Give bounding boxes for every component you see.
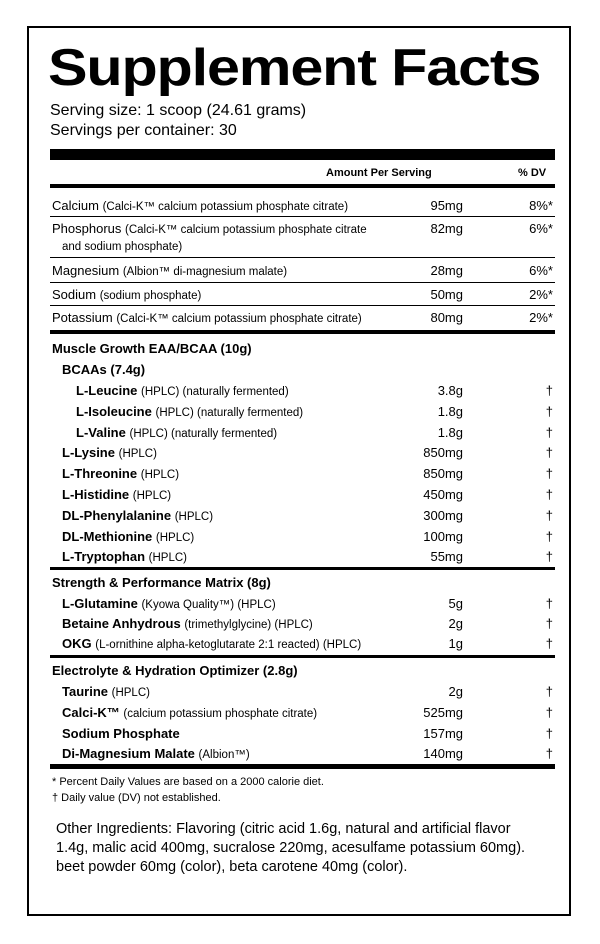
ingredient-name: L-Isoleucine	[76, 404, 152, 419]
section-divider	[50, 655, 555, 658]
ingredient-amount: 850mg	[423, 466, 463, 481]
ingredient-dv: †	[545, 636, 553, 651]
row-divider	[50, 216, 555, 217]
ingredient-name: OKG	[62, 636, 92, 651]
nutrient-detail: and sodium phosphate)	[62, 241, 183, 253]
ingredient-amount: 2g	[448, 684, 463, 699]
ingredient-dv: †	[545, 404, 553, 419]
ingredient-amount: 157mg	[423, 726, 463, 741]
ingredient-name: L-Valine	[76, 425, 126, 440]
ingredient-name: Calci-K™	[62, 705, 120, 720]
ingredient-dv: †	[545, 596, 553, 611]
nutrient-detail: (Calci-K™ calcium potassium phosphate citrate)	[102, 201, 349, 213]
ingredient-amount: 1.8g	[437, 425, 463, 440]
section-title-strength: Strength & Performance Matrix (8g)	[52, 575, 271, 590]
ingredient-name: L-Leucine	[76, 383, 138, 398]
ingredient-dv: †	[545, 746, 553, 761]
ingredient-dv: †	[545, 549, 553, 564]
section-title-eaa: Muscle Growth EAA/BCAA (10g)	[52, 341, 252, 356]
serving-size: Serving size: 1 scoop (24.61 grams)	[50, 102, 307, 119]
ingredient-detail: (L-ornithine alpha-ketoglutarate 2:1 reacted) (HPLC)	[95, 639, 362, 651]
ingredient-amount: 140mg	[423, 746, 463, 761]
ingredient-amount: 2g	[448, 616, 463, 631]
header-divider	[50, 184, 555, 188]
nutrient-dv: 8%*	[529, 198, 553, 213]
ingredient-dv: †	[545, 487, 553, 502]
ingredient-detail: (HPLC) (naturally fermented)	[129, 428, 278, 440]
ingredient-detail: (HPLC) (naturally fermented)	[141, 386, 289, 398]
footnote-dagger: † Daily value (DV) not established.	[52, 792, 221, 804]
ingredient-amount: 55mg	[430, 549, 463, 564]
ingredient-name: L-Lysine	[62, 445, 115, 460]
ingredient-detail: (HPLC)	[148, 552, 188, 564]
servings-per-container: Servings per container: 30	[50, 122, 237, 139]
ingredient-amount: 300mg	[423, 508, 463, 523]
section-divider	[50, 330, 555, 334]
nutrient-dv: 6%*	[529, 263, 553, 278]
nutrient-dv: 2%*	[529, 310, 553, 325]
ingredient-detail: (HPLC)	[118, 448, 157, 460]
nutrient-name: Calcium	[52, 198, 99, 213]
ingredient-dv: †	[545, 445, 553, 460]
ingredient-detail: (trimethylglycine) (HPLC)	[184, 619, 313, 631]
nutrient-detail: (Calci-K™ calcium potassium phosphate citrate)	[116, 313, 362, 325]
footnote-percent: * Percent Daily Values are based on a 2000 calorie diet.	[52, 776, 324, 788]
row-divider	[50, 257, 555, 258]
row-divider	[50, 305, 555, 306]
nutrient-amount: 50mg	[430, 287, 463, 302]
ingredient-name: L-Tryptophan	[62, 549, 146, 564]
nutrient-amount: 82mg	[430, 221, 463, 236]
ingredient-dv: †	[545, 466, 553, 481]
ingredient-dv: †	[545, 684, 553, 699]
amount-per-serving-header: Amount Per Serving	[326, 167, 432, 179]
ingredient-amount: 100mg	[423, 529, 463, 544]
ingredient-dv: †	[545, 529, 553, 544]
nutrient-detail: (sodium phosphate)	[99, 290, 202, 302]
ingredient-detail: (HPLC)	[155, 532, 195, 544]
ingredient-amount: 850mg	[423, 445, 463, 460]
row-divider	[50, 282, 555, 283]
nutrient-amount: 28mg	[430, 263, 463, 278]
ingredient-name: Taurine	[62, 684, 108, 699]
ingredient-detail: (HPLC) (naturally fermented)	[155, 407, 304, 419]
nutrient-name: Magnesium	[52, 263, 120, 278]
ingredient-dv: †	[545, 425, 553, 440]
ingredient-name: Sodium Phosphate	[62, 726, 180, 741]
nutrient-name: Phosphorus	[52, 221, 122, 236]
ingredient-dv: †	[545, 383, 553, 398]
ingredient-dv: †	[545, 508, 553, 523]
ingredient-detail: (Kyowa Quality™) (HPLC)	[141, 599, 276, 611]
ingredient-amount: 450mg	[423, 487, 463, 502]
nutrient-dv: 2%*	[529, 287, 553, 302]
section-title-electrolyte: Electrolyte & Hydration Optimizer (2.8g)	[52, 663, 298, 678]
nutrient-name: Potassium	[52, 310, 113, 325]
section-subtitle-bcaa: BCAAs (7.4g)	[62, 362, 146, 377]
ingredient-amount: 5g	[448, 596, 463, 611]
panel-title: Supplement Facts	[48, 39, 541, 97]
ingredient-amount: 1.8g	[437, 404, 463, 419]
ingredient-detail: (calcium potassium phosphate citrate)	[123, 708, 318, 720]
ingredient-dv: †	[545, 726, 553, 741]
nutrient-amount: 80mg	[430, 310, 463, 325]
ingredient-name: Betaine Anhydrous	[62, 616, 181, 631]
ingredient-detail: (Albion™)	[198, 749, 250, 761]
ingredient-detail: (HPLC)	[174, 511, 214, 523]
ingredient-name: DL-Methionine	[62, 529, 153, 544]
nutrient-name: Sodium	[52, 287, 97, 302]
ingredient-name: L-Histidine	[62, 487, 130, 502]
dv-header: % DV	[518, 167, 547, 179]
ingredient-name: DL-Phenylalanine	[62, 508, 172, 523]
nutrient-detail: (Calci-K™ calcium potassium phosphate citrate	[125, 224, 367, 236]
footnote-divider	[50, 764, 555, 769]
ingredient-detail: (HPLC)	[140, 469, 180, 481]
ingredient-detail: (HPLC)	[111, 687, 150, 699]
nutrient-dv: 6%*	[529, 221, 553, 236]
thick-divider	[50, 149, 555, 160]
nutrient-detail: (Albion™ di-magnesium malate)	[122, 266, 288, 278]
ingredient-dv: †	[545, 616, 553, 631]
ingredient-name: Di-Magnesium Malate	[62, 746, 195, 761]
ingredient-amount: 3.8g	[437, 383, 463, 398]
ingredient-amount: 525mg	[423, 705, 463, 720]
ingredient-detail: (HPLC)	[132, 490, 172, 502]
other-ingredients: Other Ingredients: Flavoring (citric acid 1.6g, natural and artificial flavor 1.4g, malic acid 400mg, sucralose 220mg, acesulfame potassium 60mg). beet powder 60mg (color), beta carotene 40mg (color).	[56, 821, 526, 875]
nutrient-amount: 95mg	[430, 198, 463, 213]
section-divider	[50, 567, 555, 570]
ingredient-name: L-Threonine	[62, 466, 138, 481]
ingredient-amount: 1g	[448, 636, 463, 651]
ingredient-dv: †	[545, 705, 553, 720]
ingredient-name: L-Glutamine	[62, 596, 138, 611]
